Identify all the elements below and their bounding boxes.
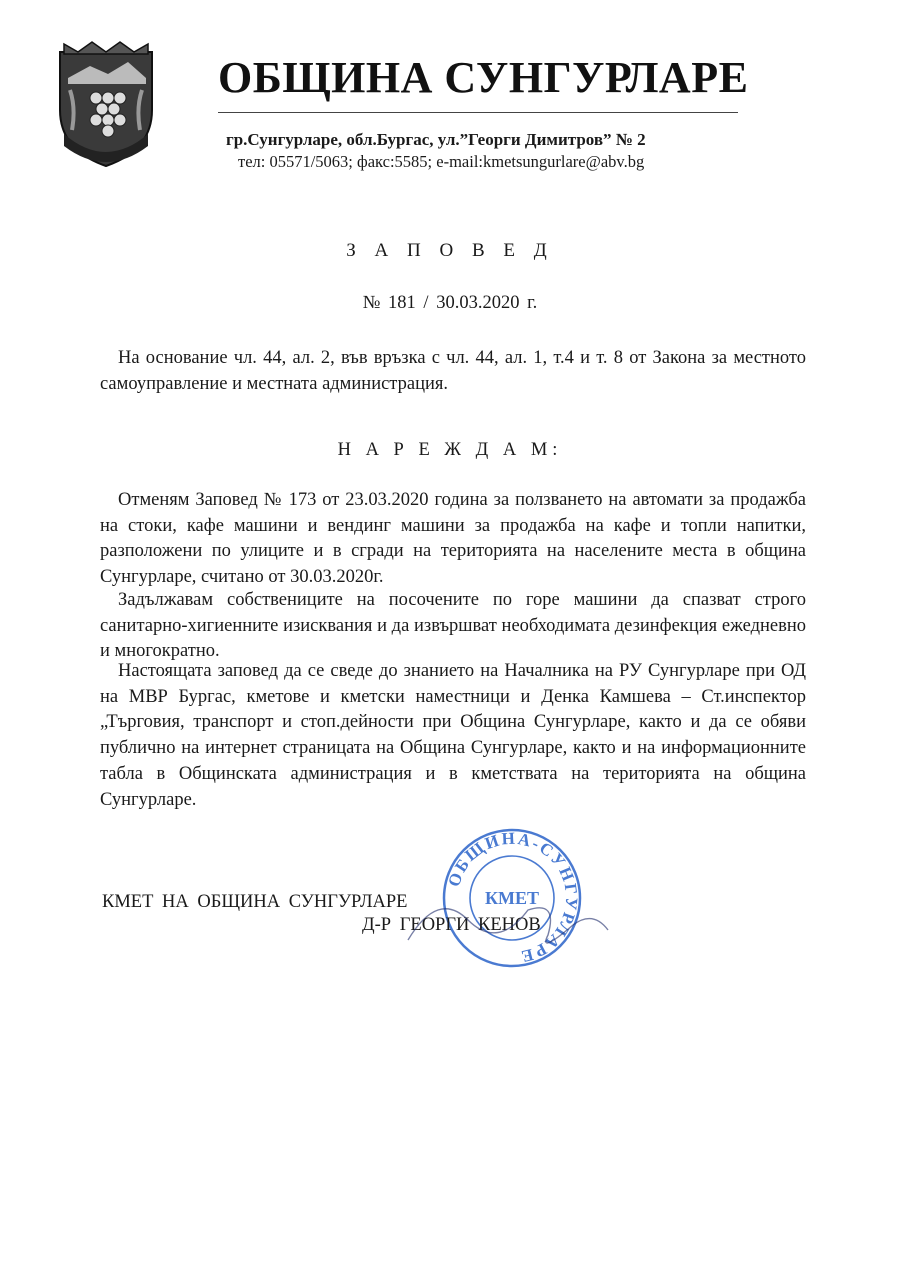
decree-heading: Н А Р Е Ж Д А М: [337, 440, 563, 460]
order-title: З А П О В Е Д [346, 240, 554, 261]
municipality-title: ОБЩИНА СУНГУРЛАРЕ [218, 53, 749, 102]
handwritten-signature-icon [398, 880, 618, 960]
signatory-name: Д-Р ГЕОРГИ КЕНОВ [362, 915, 541, 935]
legal-basis-paragraph: На основание чл. 44, ал. 2, във връзка с чл. 44, ал. 1, т.4 и т. 8 от Закона за местното самоуправление и местната администрация. [100, 348, 806, 394]
signatory-role: КМЕТ НА ОБЩИНА СУНГУРЛАРЕ [102, 892, 408, 912]
order-number: № 181 / 30.03.2020 г. [362, 293, 538, 313]
municipality-address: гр.Сунгурларе, обл.Бургас, ул.”Георги Димитров” № 2 [226, 130, 646, 149]
svg-text:ОБЩИНА-СУНГУРЛАРЕ: ОБЩИНА-СУНГУРЛАРЕ [444, 828, 582, 967]
svg-text:КМЕТ: КМЕТ [484, 888, 540, 908]
order-paragraph-1: Отменям Заповед № 173 от 23.03.2020 година за ползването на автомати за продажба на стоки, кафе машини и вендинг машини за продажба на кафе и топли напитки, разположени по улиците и в сгради на територията на населените места в община Сунгурларе, считано от 30.03.2020г. [100, 490, 806, 588]
municipality-contacts: тел: 05571/5063; факс:5585; e-mail:kmetsungurlare@abv.bg [238, 152, 645, 171]
order-paragraph-2: Задължавам собствениците на посочените по горе машини да спазват строго санитарно-хигиенните изисквания и да извършват необходимата дезинфекция ежедневно и многократно. [100, 590, 806, 662]
coat-of-arms-icon [50, 38, 162, 170]
header-divider [218, 112, 738, 113]
order-paragraph-3: Настоящата заповед да се сведе до знанието на Началника на РУ Сунгурларе при ОД на МВР Бургас, кметове и кметски наместници и Денка Камшева – Ст.инспектор „Търговия, транспорт и стоп.дейности при Община Сунгурларе, както и да се обяви публично на интернет страницата на Община Сунгурларе, както и на информационните табла в Общинската администрация и в кметствата на територията на община Сунгурларе. [100, 661, 806, 810]
